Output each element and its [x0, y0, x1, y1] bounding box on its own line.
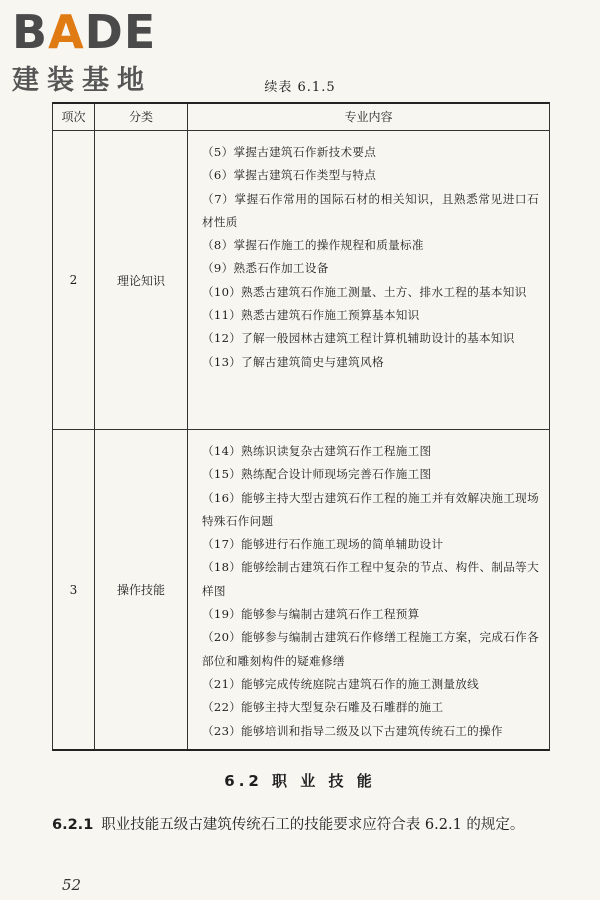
list-item: （15）熟练配合设计师现场完善石作施工图 [202, 467, 432, 482]
list-item: （5）掌握古建筑石作新技术要点 [202, 145, 377, 159]
row-index: 2 [53, 131, 95, 429]
logo-subtitle: 建装基地 [12, 65, 152, 96]
list-item: （13）了解古建筑简史与建筑风格 [202, 354, 384, 369]
logo-wordmark: BADE [12, 5, 157, 59]
header-index: 项次 [53, 104, 95, 130]
list-item: （9）熟悉石作加工设备 [202, 261, 329, 276]
list-item: （6）掌握古建筑石作类型与特点 [202, 168, 377, 183]
table-caption: 续表 6.1.5 [264, 80, 336, 95]
clause-paragraph [52, 812, 554, 838]
row-index: 3 [53, 430, 95, 749]
list-item: （10）熟悉古建筑石作施工测量、土方、排水工程的基本知识 [202, 284, 527, 299]
table-row [53, 429, 549, 749]
header-category: 分类 [95, 104, 188, 130]
header-content: 专业内容 [344, 110, 393, 124]
list-item: （18）能够绘制古建筑石作工程中复杂的节点、构件、制品等大样图 [202, 560, 539, 598]
list-item: （12）了解一般园林古建筑工程计算机辅助设计的基本知识 [202, 331, 515, 346]
skills-table [52, 102, 550, 751]
list-item: （7）掌握石作常用的国际石材的相关知识，且熟悉常见进口石材性质 [202, 191, 539, 229]
row-content [188, 131, 549, 429]
clause-text: 职业技能五级古建筑传统石工的技能要求应符合表 6.2.1 的规定。 [101, 817, 525, 833]
list-item: （21）能够完成传统庭院古建筑石作的施工测量放线 [202, 676, 480, 691]
table-row [53, 131, 549, 429]
list-item: （16）能够主持大型古建筑石作工程的施工并有效解决施工现场特殊石作问题 [202, 490, 539, 528]
row-category: 理论知识 [95, 131, 188, 429]
list-item: （8）掌握石作施工的操作规程和质量标准 [202, 238, 424, 253]
list-item: （11）熟悉古建筑石作施工预算基本知识 [202, 308, 420, 323]
list-item: （22）能够主持大型复杂石雕及石雕群的施工 [202, 700, 444, 715]
list-item: （17）能够进行石作施工现场的简单辅助设计 [202, 537, 444, 552]
list-item: （14）熟练识读复杂古建筑石作工程施工图 [202, 444, 432, 458]
clause-number: 6.2.1 [52, 817, 94, 833]
list-item: （20）能够参与编制古建筑石作修缮工程施工方案，完成石作各部位和雕刻构件的疑难修缮 [202, 630, 539, 668]
row-content [188, 430, 549, 749]
section-heading: 6.2 职 业 技 能 [224, 772, 376, 790]
table-header [53, 104, 549, 131]
list-item: （23）能够培训和指导二级及以下古建筑传统石工的操作 [202, 723, 503, 738]
page-number: 52 [62, 876, 82, 894]
row-category: 操作技能 [95, 430, 188, 749]
list-item: （19）能够参与编制古建筑石作工程预算 [202, 607, 420, 622]
